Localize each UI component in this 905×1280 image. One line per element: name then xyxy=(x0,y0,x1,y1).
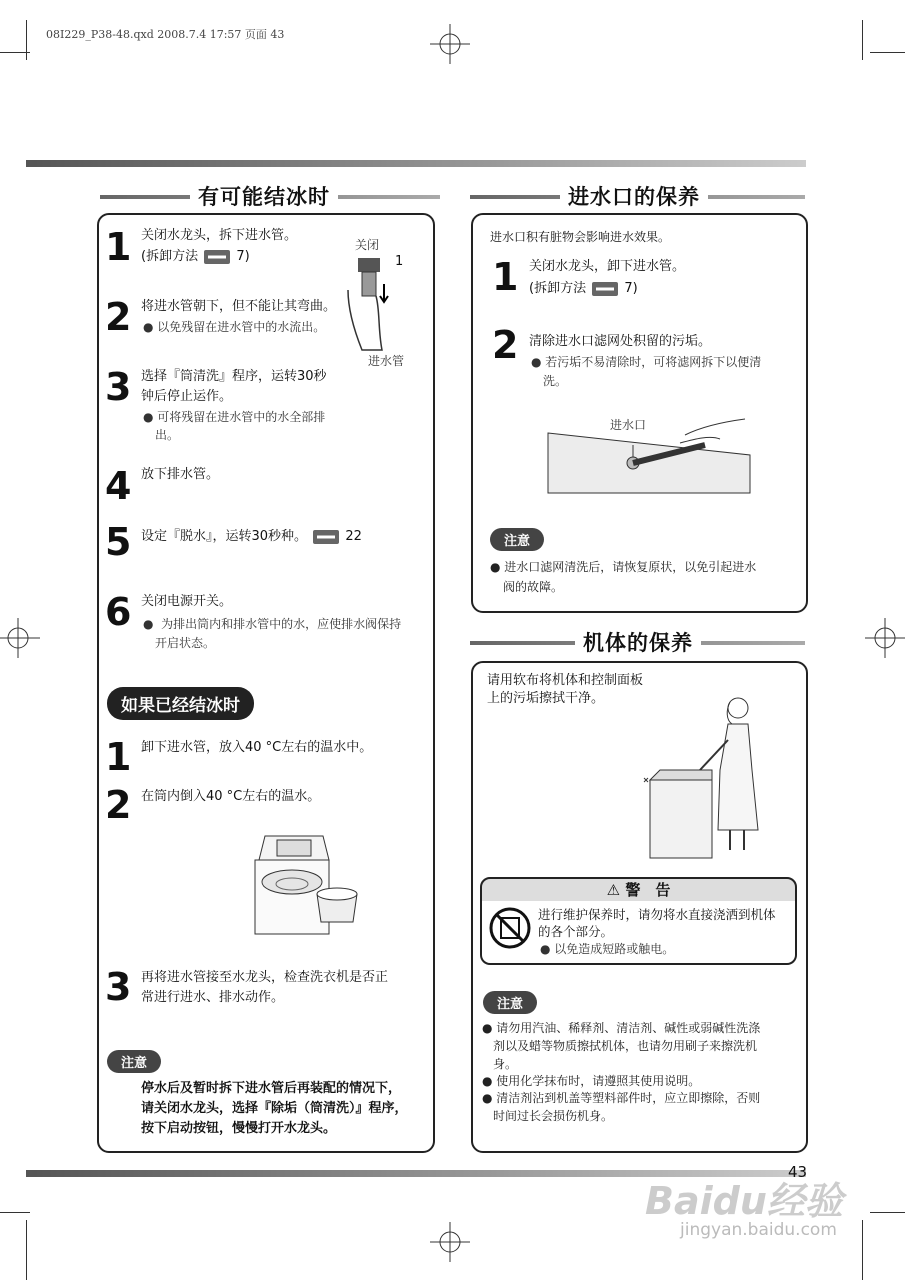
fig-label-inlet: 进水口 xyxy=(610,418,647,432)
faucet-hose-illustration xyxy=(340,250,400,360)
caution-item-line: 身。 xyxy=(493,1057,518,1071)
step-note: ● 为排出筒内和排水管中的水，应使排水阀保持 xyxy=(143,617,402,631)
watermark-logo: Baidu经验 xyxy=(645,1179,843,1223)
registration-mark-bottom xyxy=(430,1222,470,1262)
step-number: 2 xyxy=(105,295,132,339)
registration-mark-right xyxy=(865,618,905,658)
caution-badge: 注意 xyxy=(107,1050,161,1073)
step-number: 4 xyxy=(105,464,132,508)
step-text-2 xyxy=(141,247,250,267)
step-text: 卸下进水管，放入40 °C左右的温水中。 xyxy=(141,740,373,755)
ref-prefix: (拆卸方法 xyxy=(529,281,587,296)
finger-pointer-icon xyxy=(202,248,232,266)
finger-pointer-icon xyxy=(311,528,341,546)
step-note-2: 出。 xyxy=(155,428,180,442)
step-number: 1 xyxy=(492,255,519,299)
fig-label-one: 1 xyxy=(395,254,404,269)
section-title-freezing: 有可能结冰时 xyxy=(190,181,338,211)
inlet-intro: 进水口积有脏物会影响进水效果。 xyxy=(490,230,671,244)
crop-mark xyxy=(862,1220,863,1280)
step-text: 关闭水龙头，拆下进水管。 xyxy=(141,228,298,243)
step-text: 在筒内倒入40 °C左右的温水。 xyxy=(141,789,321,804)
step-note: ● 可将残留在进水管中的水全部排 xyxy=(143,410,326,424)
step-text-2: 钟后停止运作。 xyxy=(141,389,233,404)
fig-label-close: 关闭 xyxy=(355,238,380,252)
ref-prefix: (拆卸方法 xyxy=(141,249,199,264)
file-info: 08I229_P38-48.qxd 2008.7.4 17:57 页面 43 xyxy=(46,28,285,41)
step-note-2: 开启状态。 xyxy=(155,636,216,650)
caution-line: 阀的故障。 xyxy=(503,580,564,594)
caution-item-line: 时间过长会损伤机身。 xyxy=(493,1109,614,1123)
step-note: ● 以免残留在进水管中的水流出。 xyxy=(143,320,326,334)
caution-line: 停水后及暂时拆下进水管后再装配的情况下， xyxy=(141,1081,402,1096)
watermark-url: jingyan.baidu.com xyxy=(680,1220,837,1240)
caution-line: ● 进水口滤网清洗后，请恢复原状，以免引起进水 xyxy=(490,560,757,574)
step-text xyxy=(141,527,362,547)
registration-mark-left xyxy=(0,618,40,658)
step-note: ● 若污垢不易清除时，可将滤网拆下以便清 xyxy=(531,355,762,369)
step-5-label: 设定『脱水』，运转30秒种。 xyxy=(141,529,308,544)
washer-with-bucket-illustration xyxy=(245,830,365,940)
ref-page: 7) xyxy=(624,281,638,296)
caution-line: 请关闭水龙头，选择『除垢（筒清洗）』程序， xyxy=(141,1101,408,1116)
step-text: 将进水管朝下，但不能让其弯曲。 xyxy=(141,299,337,314)
registration-mark-top xyxy=(430,24,470,64)
step-number: 1 xyxy=(105,735,132,779)
crop-mark xyxy=(862,20,863,60)
step-number: 3 xyxy=(105,965,132,1009)
caution-item-line: 剂以及蜡等物质擦拭机体，也请勿用刷子来擦洗机 xyxy=(493,1039,758,1053)
step-note-2: 洗。 xyxy=(543,374,568,388)
step-text: 关闭电源开关。 xyxy=(141,594,233,609)
step-number: 2 xyxy=(105,783,132,827)
top-rule xyxy=(26,160,806,167)
step-text: 关闭水龙头，卸下进水管。 xyxy=(529,259,686,274)
frozen-subtitle: 如果已经结冰时 xyxy=(107,687,254,720)
body-care-intro: 上的污垢擦拭干净。 xyxy=(487,691,605,706)
step-text: 清除进水口滤网处积留的污垢。 xyxy=(529,334,712,349)
page-number: 43 xyxy=(788,1163,808,1181)
woman-cleaning-washer-illustration xyxy=(640,690,765,865)
warning-triangle-icon: ⚠ xyxy=(606,881,621,899)
ref-page: 22 xyxy=(345,529,362,544)
caution-badge: 注意 xyxy=(490,528,544,551)
body-care-intro: 请用软布将机体和控制面板 xyxy=(487,673,644,688)
caution-line: 按下启动按钮，慢慢打开水龙头。 xyxy=(141,1121,337,1136)
step-number: 3 xyxy=(105,365,132,409)
section-title-body-care: 机体的保养 xyxy=(575,627,701,657)
no-water-spray-icon xyxy=(488,906,532,950)
warning-title: 警 告 xyxy=(625,881,671,899)
finger-pointer-icon xyxy=(590,280,620,298)
crop-mark xyxy=(26,20,27,60)
fig-label-hose: 进水管 xyxy=(368,354,405,368)
step-number: 1 xyxy=(105,225,132,269)
section-title-inlet: 进水口的保养 xyxy=(560,181,708,211)
warning-line: 的各个部分。 xyxy=(538,924,614,939)
caution-item: ● 清洁剂沾到机盖等塑料部件时，应立即擦除，否则 xyxy=(482,1091,761,1105)
warning-line: 进行维护保养时，请勿将水直接浇洒到机体 xyxy=(538,907,776,922)
step-text-2: 常进行进水、排水动作。 xyxy=(141,990,285,1005)
step-text: 放下排水管。 xyxy=(141,467,220,482)
caution-item: ● 使用化学抹布时，请遵照其使用说明。 xyxy=(482,1074,701,1088)
caution-badge: 注意 xyxy=(483,991,537,1014)
ref-page: 7) xyxy=(236,249,250,264)
crop-mark xyxy=(870,52,905,53)
step-text: 再将进水管接至水龙头，检查洗衣机是否正 xyxy=(141,970,389,985)
step-text-2 xyxy=(529,279,638,299)
warning-note: ● 以免造成短路或触电。 xyxy=(540,942,675,956)
crop-mark xyxy=(26,1220,27,1280)
warning-header xyxy=(480,877,797,903)
caution-item: ● 请勿用汽油、稀释剂、清洁剂、碱性或弱碱性洗涤 xyxy=(482,1021,761,1035)
inlet-filter-illustration xyxy=(545,415,760,495)
crop-mark xyxy=(0,1212,30,1213)
crop-mark xyxy=(0,52,30,53)
step-number: 6 xyxy=(105,590,132,634)
step-number: 2 xyxy=(492,323,519,367)
step-text: 选择『筒清洗』程序，运转30秒 xyxy=(141,369,327,384)
crop-mark xyxy=(870,1212,905,1213)
step-number: 5 xyxy=(105,520,132,564)
